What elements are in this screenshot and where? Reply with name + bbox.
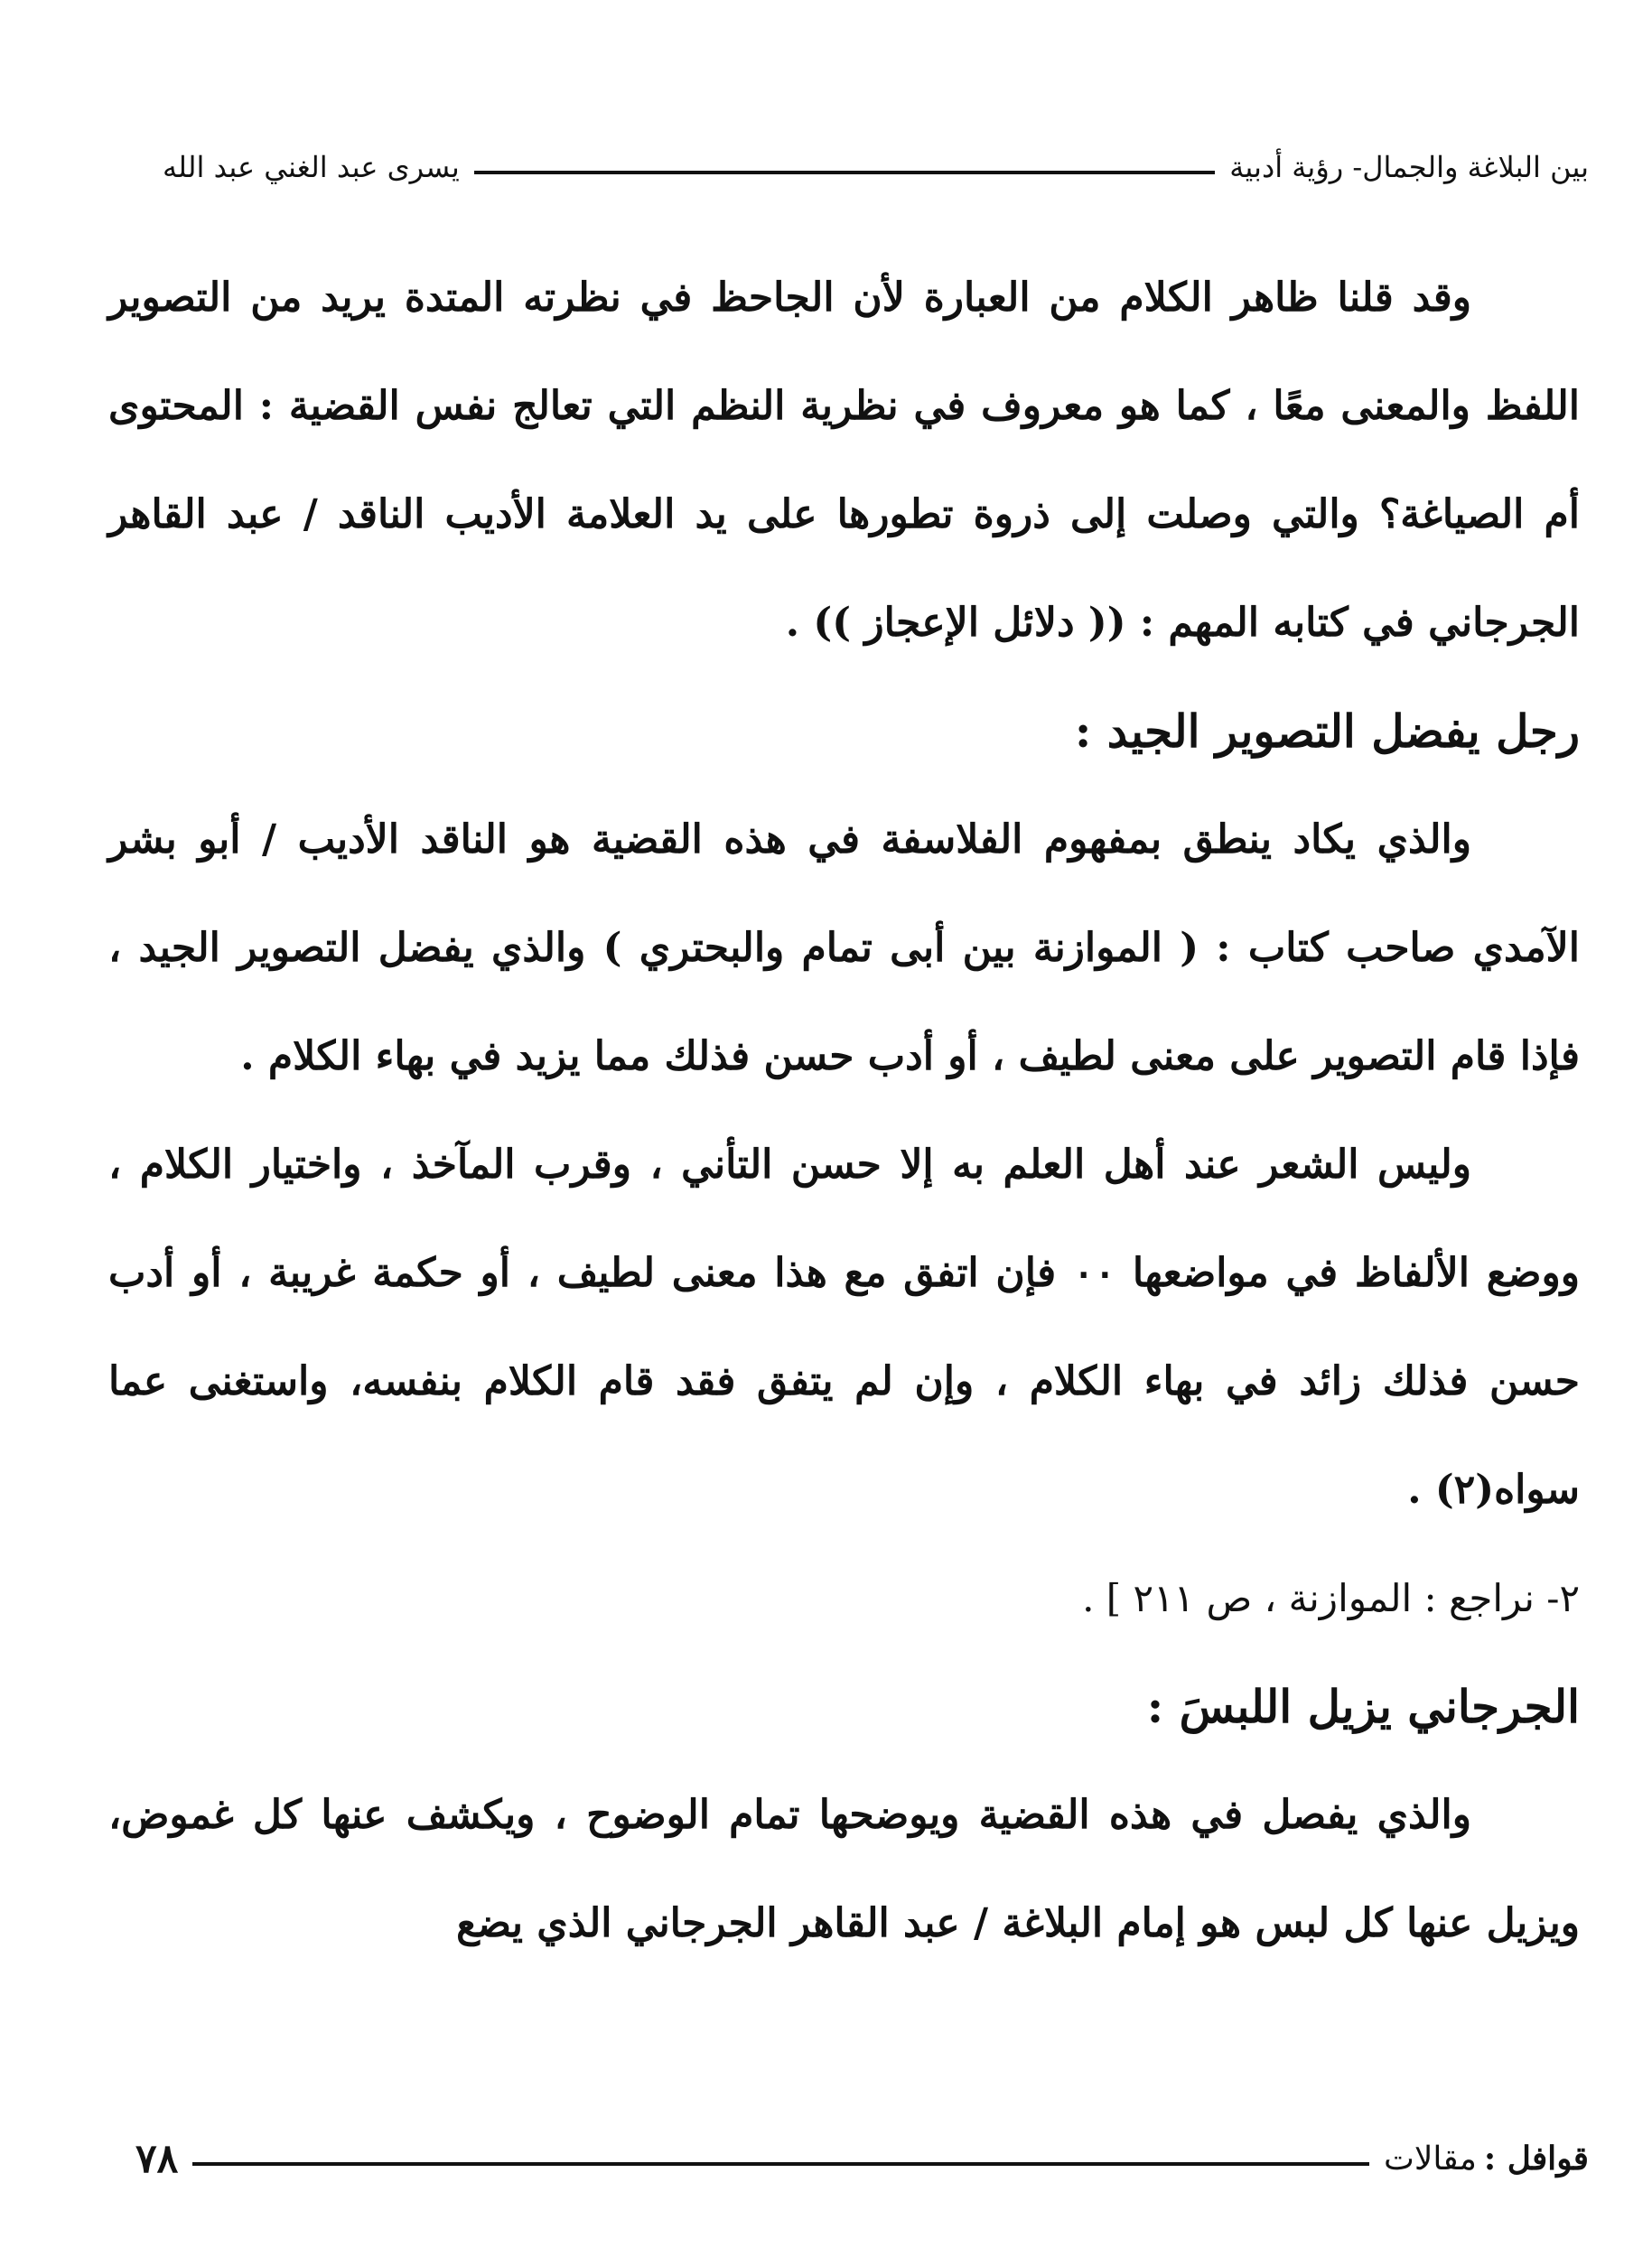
paragraph-3: وليس الشعر عند أهل العلم به إلا حسن التأني ، وقرب المآخذ ، واختيار الكلام ، ووضع الألفاظ في مواضعها ٠٠ فإن اتفق مع هذا معنى لطيف ، أو حكمة غريبة ، أو أدب حسن فذلك زائد في بهاء الكلام ، وإن لم يتفق فقد قام الكلام بنفسه، واستغنى عما سواه(٢) . (108, 1142, 1580, 1513)
header-rule (474, 171, 1215, 174)
page-number: ٧٨ (135, 2135, 179, 2182)
footer-journal: قوافل : (1483, 2140, 1589, 2178)
footer-section: مقالات (1384, 2140, 1477, 2178)
header-title: بين البلاغة والجمال- رؤية أدبية (1229, 150, 1589, 184)
section-heading-1: رجل يفضل التصوير الجيد : (1074, 704, 1580, 758)
section-heading-2: الجرجاني يزيل اللبسَ : (1146, 1680, 1580, 1733)
paragraph-2: والذي يكاد ينطق بمفهوم الفلاسفة في هذه القضية هو الناقد الأديب / أبو بشر الآمدي صاحب كتاب : ( الموازنة بين أبى تمام والبحتري ) والذي يفضل التصوير الجيد ، فإذا قام التصوير على معنى لطيف ، أو أدب حسن فذلك مما يزيد في بهاء الكلام . (108, 816, 1580, 1079)
paragraph-4: والذي يفصل في هذه القضية ويوضحها تمام الوضوح ، ويكشف عنها كل غموض، ويزيل عنها كل لبس هو إمام البلاغة / عبد القاهر الجرجاني الذي يضع (108, 1792, 1580, 1946)
footer-rule (192, 2162, 1369, 2166)
page-body (108, 244, 1580, 1978)
paragraph-1: وقد قلنا ظاهر الكلام من العبارة لأن الجاحظ في نظرته المتدة يريد من التصوير اللفظ والمعنى معًا ، كما هو معروف في نظرية النظم التي تعالج نفس القضية : المحتوى أم الصياغة؟ والتي وصلت إلى ذروة تطورها على يد العلامة الأديب الناقد / عبد القاهر الجرجاني في كتابه المهم : (( دلائل الإعجاز )) . (108, 275, 1580, 646)
running-footer (135, 2127, 1589, 2190)
header-author: يسرى عبد الغني عبد الله (163, 150, 460, 184)
running-header (163, 135, 1589, 199)
footnote-reference: ٢- نراجع : الموازنة ، ص ٢١١ ] . (1082, 1576, 1580, 1620)
